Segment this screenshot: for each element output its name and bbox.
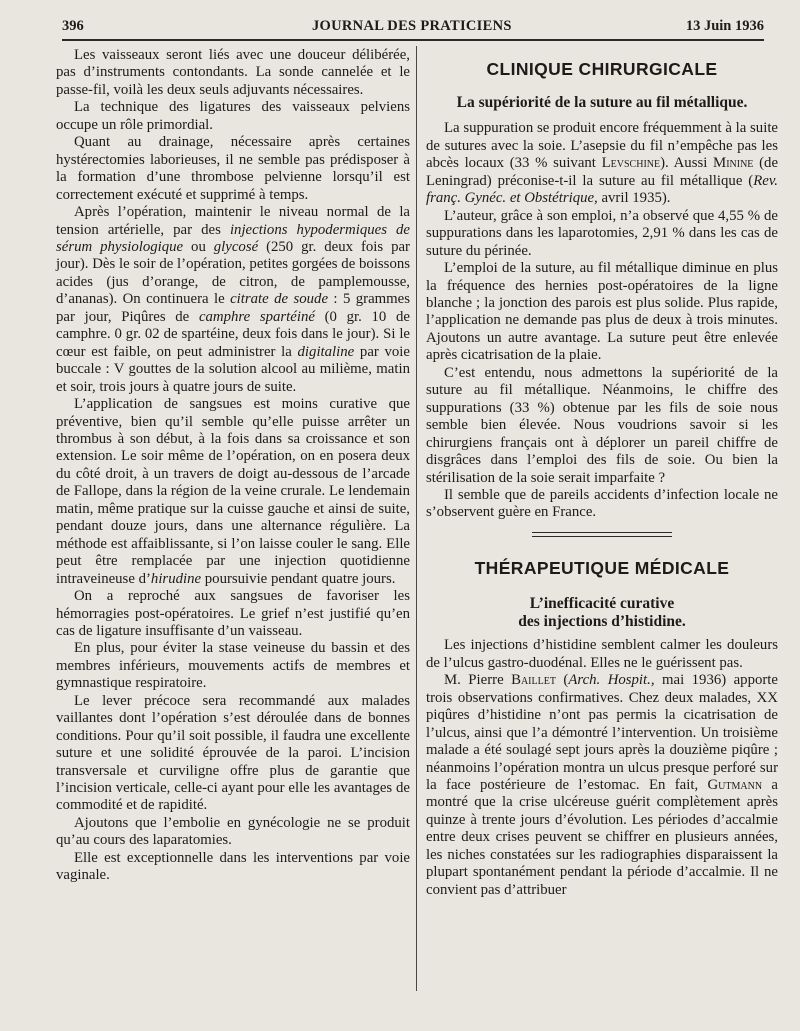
author-name: Minine bbox=[713, 155, 754, 172]
text-run: mai 1936) apporte trois observations confirmatives. Chez deux malades, XX piqûres d’histidine n’ont pas permis la cicatrisation de l’ulcus, ainsi que l’a démontré l’intervention. Un troisième malade a été soulagé sept jours après la douzième piqûre ; néanmoins l’opération montra un ulcus presque perforé sur la face postérieure de l’estomac. En fait, bbox=[426, 672, 778, 793]
header-rule bbox=[62, 39, 764, 41]
article-title-histidine bbox=[426, 595, 778, 631]
text-run: (0 gr. 10 de camphre. 0 gr. 02 de spartéine, deux fois dans le jour). Si le cœur est faible, on peut administrer la bbox=[56, 308, 410, 360]
text-run: par voie buccale : V gouttes de la solution alcool au milième, matin et soir, trois jours à quatre jours de suite. bbox=[56, 343, 410, 395]
paragraph: Le lever précoce sera recommandé aux malades vaillantes dont l’opération s’est déroulée dans de bonnes conditions. Pour qu’il soit possible, il faudra une excellente suture et une solidité éprouvée de la paroi. L’incision transversale et curviligne offre plus de garantie que l’incision verticale, celle-ci ayant pour elle les avantages de commodité et de rapidité. bbox=[56, 692, 410, 814]
paragraph: Il semble que de pareils accidents d’infection locale ne s’observent guère en France. bbox=[426, 486, 778, 521]
paragraph bbox=[56, 204, 410, 396]
text-run: M. Pierre bbox=[444, 672, 512, 689]
title-line: des injections d’histidine. bbox=[518, 613, 686, 631]
column-divider bbox=[416, 46, 417, 991]
paragraph: C’est entendu, nous admettons la supériorité de la suture au fil métallique. Néanmoins, le chiffre des suppurations (33 %) obtenue par les fils de soie nous semble bien élevée. Nous voudrions savoir si les chirurgiens français ont à déplorer un pareil chiffre de disgrâces dans l’emploi des fils de soie. Ou bien la stérilisation de la soie serait imparfaite ? bbox=[426, 364, 778, 486]
text-run: L’application de sangsues est moins curative que préventive, bien qu’il semble qu’elle puisse arrêter un thrombus à son début, à la fois dans sa croissance et son extension. Le soir même de l’opération, on en posera deux du côté droit, à un travers de doigt au-dessous de l’arcade de Fallope, dans la région de la veine crurale. Le lendemain matin, même pratique sur la cuisse gauche et ainsi de suite, pendant douze jours, dans une alternance régulière. La méthode est affaiblissante, si l’on laisse couler le sang. Elle peut être remplacée par une injection quotidienne intraveineuse d’ bbox=[56, 396, 410, 587]
paragraph: On a reproché aux sangsues de favoriser les hémorragies post-opératoires. Le grief n’est justifié qu’en cas de ligature insuffisante d’un vaisseau. bbox=[56, 588, 410, 639]
italic-text: digitaline bbox=[297, 343, 355, 360]
text-run: (de Leningrad) préconise-t-il la suture au fil métallique ( bbox=[426, 155, 779, 189]
paragraph: En plus, pour éviter la stase veineuse du bassin et des membres inférieurs, mouvements actifs de membres et gymnastique respiratoire. bbox=[56, 640, 410, 692]
title-line: L’inefficacité curative bbox=[529, 595, 675, 613]
author-name: Levschine bbox=[601, 155, 661, 172]
page-number: 396 bbox=[62, 18, 84, 34]
text-run: ( bbox=[555, 672, 569, 689]
text-run: Après l’opération, maintenir le niveau normal de la tension artérielle, par des bbox=[56, 204, 410, 238]
page-header bbox=[62, 16, 764, 40]
left-column bbox=[56, 47, 410, 885]
paragraph bbox=[426, 672, 778, 899]
paragraph: Quant au drainage, nécessaire après certaines hystérectomies laborieuses, il ne semble pas prédisposer à la formation d’une thrombose pelvienne lorsqu’il est correctement exécuté et supprimé à temps. bbox=[56, 134, 410, 203]
journal-citation: Rev. franç. Gynéc. et Obstétrique, bbox=[426, 172, 778, 207]
paragraph: Elle est exceptionnelle dans les interventions par voie vaginale. bbox=[56, 849, 410, 884]
paragraph: Les injections d’histidine semblent calmer les douleurs de l’ulcus gastro-duodénal. Elles ne le guérissent pas. bbox=[426, 637, 778, 671]
text-run: poursuivie pendant quatre jours. bbox=[201, 570, 396, 587]
paragraph bbox=[56, 396, 410, 588]
italic-text: camphre spartéiné bbox=[198, 308, 315, 325]
paragraph: Ajoutons que l’embolie en gynécologie ne se produit qu’au cours des laparatomies. bbox=[56, 814, 410, 849]
author-name: Baillet bbox=[511, 672, 556, 689]
text-run: ou bbox=[183, 238, 214, 255]
text-run: : 5 grammes par jour, Piqûres de bbox=[56, 291, 410, 325]
italic-text: hirudine bbox=[150, 570, 202, 587]
journal-citation: Arch. Hospit., bbox=[568, 672, 655, 689]
journal-title: JOURNAL DES PRATICIENS bbox=[312, 18, 512, 34]
text-run: ). Aussi bbox=[660, 155, 714, 172]
paragraph bbox=[426, 120, 778, 207]
paragraph: La technique des ligatures des vaisseaux pelviens occupe un rôle primordial. bbox=[56, 99, 410, 133]
italic-text: citrate de soude bbox=[230, 291, 329, 308]
italic-text: injections hypodermiques de sérum physiologique bbox=[56, 221, 410, 255]
paragraph: L’auteur, grâce à son emploi, n’a observé que 4,55 % de suppurations dans les laparotomies, 2,91 % dans les cas de suture du périnée. bbox=[426, 207, 778, 259]
text-run: La suppuration se produit encore fréquemment à la suite de sutures avec la soie. L’asepsie du fil n’empêche pas les abcès locaux (33 % suivant bbox=[426, 120, 778, 172]
issue-date: 13 Juin 1936 bbox=[685, 18, 764, 34]
paragraph: L’emploi de la suture, au fil métallique diminue en plus la fréquence des hernies post-opératoires de la ligne blanche ; la jonction des parois est plus solide. Plus rapide, l’application ne demande pas plus de deux à trois minutes. Ajoutons un autre avantage. La suture peut être enlevée après cicatrisation de la plaie. bbox=[426, 260, 778, 364]
right-column bbox=[426, 47, 778, 899]
text-run: avril 1935). bbox=[597, 190, 671, 207]
article-title-suture: La supériorité de la suture au fil métallique. bbox=[456, 94, 748, 112]
text-run: a montré que la crise ulcéreuse guérit complètement après quinze à trente jours d’évolution. Les périodes d’accalmie entre deux crises peuvent se chiffrer en plusieurs années, les niches constatées sur les radiographies disparaissent la plupart spontanément pendant la période d’accalmie. Il ne convient pas d’attribuer bbox=[426, 776, 778, 898]
text-run: (250 gr. deux fois par jour). Dès le soir de l’opération, petites gorgées de boissons acides (jus d’orange, de citron, de pamplemousse, d’ananas). On continuera le bbox=[56, 238, 410, 308]
paragraph: Les vaisseaux seront liés avec une douceur délibérée, pas d’instruments contondants. La sonde cannelée et le passe-fil, voilà les deux seuls adjuvants nécessaires. bbox=[56, 47, 410, 98]
section-title-therapeutique: THÉRAPEUTIQUE MÉDICALE bbox=[474, 557, 730, 578]
italic-text: glycosé bbox=[213, 238, 259, 255]
section-separator bbox=[532, 532, 672, 537]
author-name: Gutmann bbox=[707, 776, 763, 793]
section-title-clinique: CLINIQUE CHIRURGICALE bbox=[486, 59, 718, 79]
